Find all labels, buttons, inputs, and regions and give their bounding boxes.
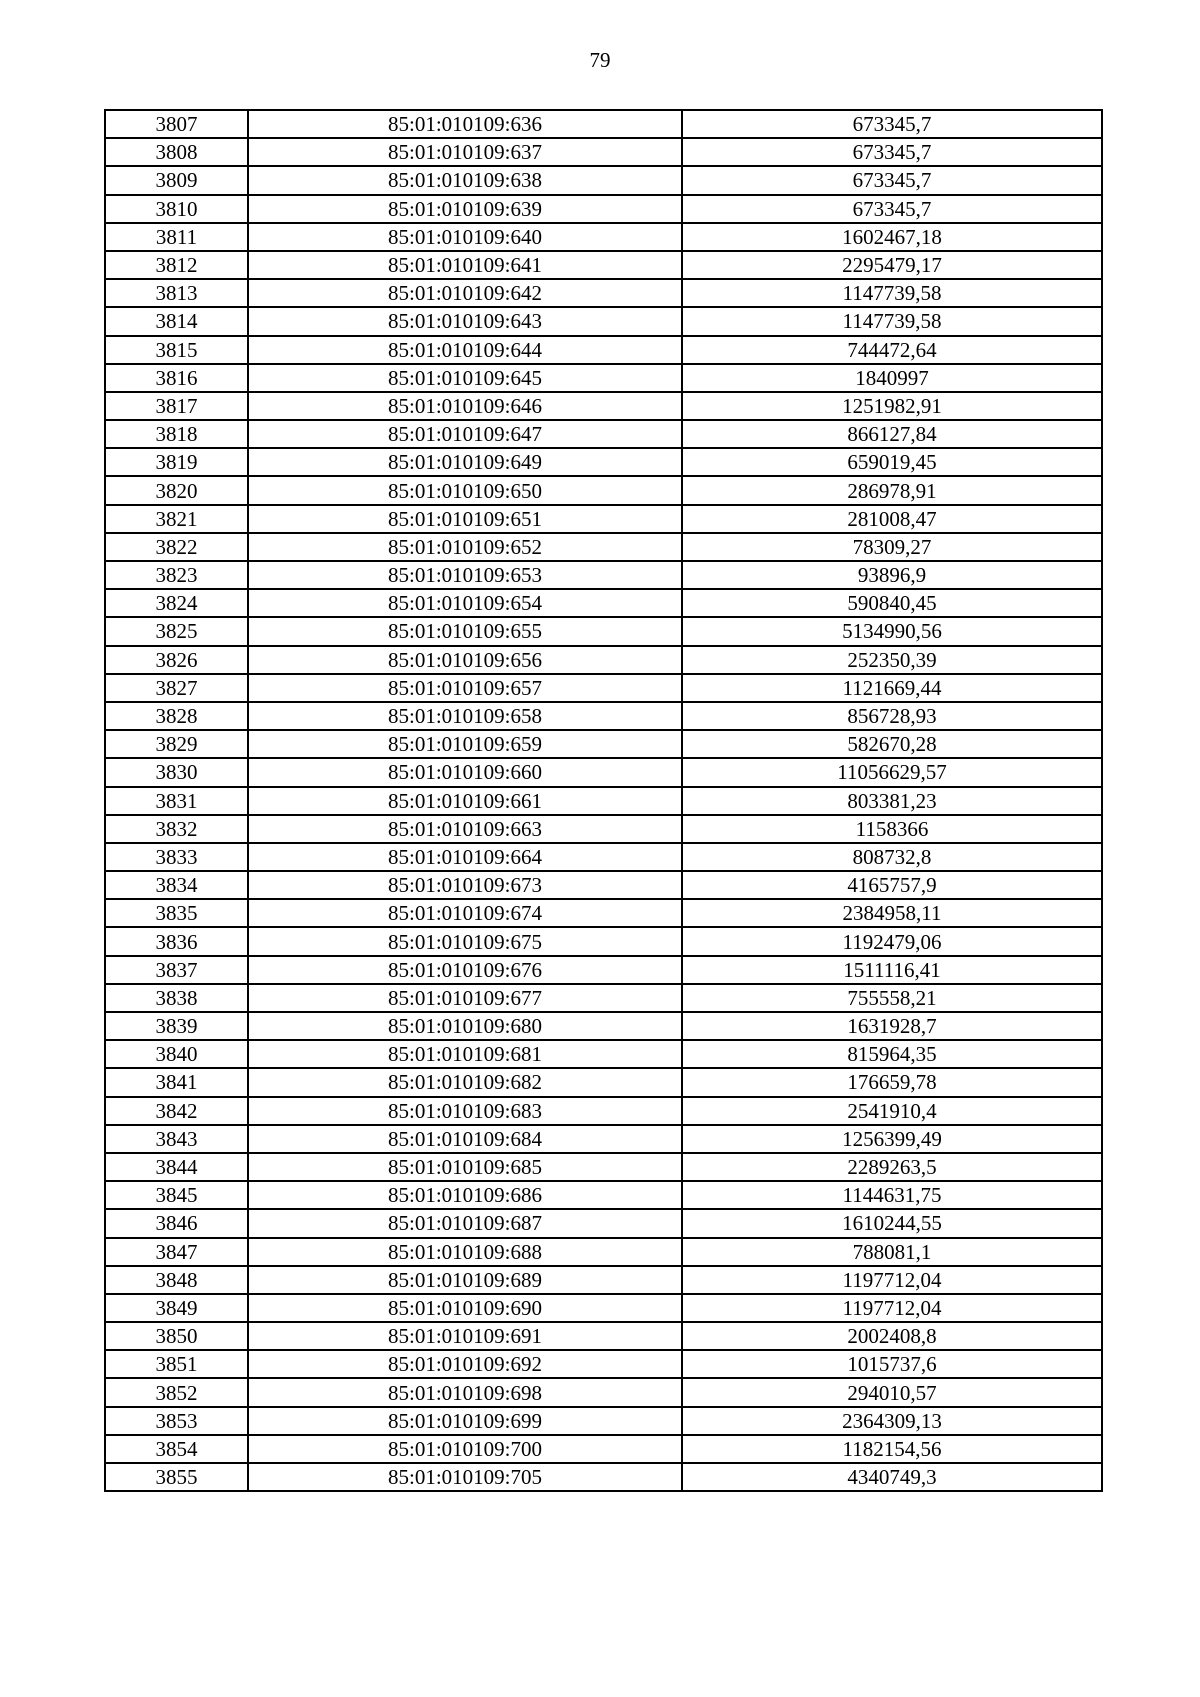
table-row	[105, 392, 1102, 420]
cadastral-number-cell: 85:01:010109:676	[248, 956, 682, 984]
cadastral-number-cell: 85:01:010109:644	[248, 336, 682, 364]
table-row	[105, 1068, 1102, 1096]
value-cell: 1197712,04	[682, 1294, 1102, 1322]
table-row	[105, 561, 1102, 589]
row-number-cell: 3816	[105, 364, 248, 392]
cadastral-number-cell: 85:01:010109:646	[248, 392, 682, 420]
cadastral-number-cell: 85:01:010109:674	[248, 899, 682, 927]
table-row	[105, 787, 1102, 815]
table-row	[105, 166, 1102, 194]
value-cell: 4340749,3	[682, 1463, 1102, 1491]
table-row	[105, 1040, 1102, 1068]
table-row	[105, 1294, 1102, 1322]
value-cell: 866127,84	[682, 420, 1102, 448]
cadastral-number-cell: 85:01:010109:680	[248, 1012, 682, 1040]
table-row	[105, 1378, 1102, 1406]
row-number-cell: 3826	[105, 646, 248, 674]
table-row	[105, 1463, 1102, 1491]
cadastral-number-cell: 85:01:010109:650	[248, 476, 682, 504]
table-row	[105, 223, 1102, 251]
cadastral-number-cell: 85:01:010109:639	[248, 195, 682, 223]
table-row	[105, 336, 1102, 364]
table-row	[105, 1181, 1102, 1209]
table-row	[105, 1097, 1102, 1125]
table-row	[105, 1153, 1102, 1181]
table-row	[105, 956, 1102, 984]
value-cell: 294010,57	[682, 1378, 1102, 1406]
table-row	[105, 195, 1102, 223]
cadastral-number-cell: 85:01:010109:698	[248, 1378, 682, 1406]
cadastral-number-cell: 85:01:010109:653	[248, 561, 682, 589]
row-number-cell: 3829	[105, 730, 248, 758]
cadastral-number-cell: 85:01:010109:655	[248, 617, 682, 645]
value-cell: 11056629,57	[682, 758, 1102, 786]
value-cell: 1192479,06	[682, 927, 1102, 955]
value-cell: 1631928,7	[682, 1012, 1102, 1040]
cadastral-number-cell: 85:01:010109:663	[248, 815, 682, 843]
value-cell: 4165757,9	[682, 871, 1102, 899]
row-number-cell: 3837	[105, 956, 248, 984]
table-row	[105, 476, 1102, 504]
cadastral-number-cell: 85:01:010109:661	[248, 787, 682, 815]
table-row	[105, 815, 1102, 843]
row-number-cell: 3808	[105, 138, 248, 166]
value-cell: 1015737,6	[682, 1350, 1102, 1378]
row-number-cell: 3855	[105, 1463, 248, 1491]
cadastral-number-cell: 85:01:010109:636	[248, 110, 682, 138]
value-cell: 1147739,58	[682, 307, 1102, 335]
table-row	[105, 730, 1102, 758]
cadastral-number-cell: 85:01:010109:681	[248, 1040, 682, 1068]
row-number-cell: 3831	[105, 787, 248, 815]
row-number-cell: 3818	[105, 420, 248, 448]
row-number-cell: 3828	[105, 702, 248, 730]
row-number-cell: 3823	[105, 561, 248, 589]
value-cell: 93896,9	[682, 561, 1102, 589]
value-cell: 1182154,56	[682, 1435, 1102, 1463]
row-number-cell: 3810	[105, 195, 248, 223]
row-number-cell: 3820	[105, 476, 248, 504]
row-number-cell: 3819	[105, 448, 248, 476]
row-number-cell: 3824	[105, 589, 248, 617]
cadastral-number-cell: 85:01:010109:664	[248, 843, 682, 871]
row-number-cell: 3841	[105, 1068, 248, 1096]
cadastral-number-cell: 85:01:010109:656	[248, 646, 682, 674]
cadastral-number-cell: 85:01:010109:638	[248, 166, 682, 194]
cadastral-number-cell: 85:01:010109:689	[248, 1266, 682, 1294]
cadastral-number-cell: 85:01:010109:684	[248, 1125, 682, 1153]
value-cell: 1610244,55	[682, 1209, 1102, 1237]
cadastral-number-cell: 85:01:010109:640	[248, 223, 682, 251]
cadastral-number-cell: 85:01:010109:692	[248, 1350, 682, 1378]
value-cell: 659019,45	[682, 448, 1102, 476]
value-cell: 1144631,75	[682, 1181, 1102, 1209]
table-row	[105, 1266, 1102, 1294]
value-cell: 281008,47	[682, 505, 1102, 533]
table-row	[105, 617, 1102, 645]
cadastral-number-cell: 85:01:010109:658	[248, 702, 682, 730]
cadastral-number-cell: 85:01:010109:652	[248, 533, 682, 561]
row-number-cell: 3849	[105, 1294, 248, 1322]
row-number-cell: 3846	[105, 1209, 248, 1237]
table-row	[105, 505, 1102, 533]
value-cell: 286978,91	[682, 476, 1102, 504]
cadastral-number-cell: 85:01:010109:647	[248, 420, 682, 448]
row-number-cell: 3825	[105, 617, 248, 645]
value-cell: 78309,27	[682, 533, 1102, 561]
row-number-cell: 3839	[105, 1012, 248, 1040]
cadastral-number-cell: 85:01:010109:687	[248, 1209, 682, 1237]
row-number-cell: 3853	[105, 1407, 248, 1435]
value-cell: 1602467,18	[682, 223, 1102, 251]
row-number-cell: 3844	[105, 1153, 248, 1181]
cadastral-number-cell: 85:01:010109:700	[248, 1435, 682, 1463]
value-cell: 755558,21	[682, 984, 1102, 1012]
table-row	[105, 110, 1102, 138]
registry-table	[104, 109, 1103, 1492]
row-number-cell: 3850	[105, 1322, 248, 1350]
row-number-cell: 3854	[105, 1435, 248, 1463]
cadastral-number-cell: 85:01:010109:682	[248, 1068, 682, 1096]
cadastral-number-cell: 85:01:010109:657	[248, 674, 682, 702]
cadastral-number-cell: 85:01:010109:673	[248, 871, 682, 899]
value-cell: 788081,1	[682, 1238, 1102, 1266]
value-cell: 673345,7	[682, 166, 1102, 194]
value-cell: 2541910,4	[682, 1097, 1102, 1125]
value-cell: 673345,7	[682, 110, 1102, 138]
value-cell: 176659,78	[682, 1068, 1102, 1096]
row-number-cell: 3812	[105, 251, 248, 279]
value-cell: 5134990,56	[682, 617, 1102, 645]
table-row	[105, 1350, 1102, 1378]
cadastral-number-cell: 85:01:010109:651	[248, 505, 682, 533]
row-number-cell: 3811	[105, 223, 248, 251]
value-cell: 582670,28	[682, 730, 1102, 758]
cadastral-number-cell: 85:01:010109:686	[248, 1181, 682, 1209]
row-number-cell: 3848	[105, 1266, 248, 1294]
table-row	[105, 871, 1102, 899]
value-cell: 2364309,13	[682, 1407, 1102, 1435]
table-row	[105, 279, 1102, 307]
cadastral-number-cell: 85:01:010109:683	[248, 1097, 682, 1125]
value-cell: 1147739,58	[682, 279, 1102, 307]
table-row	[105, 1407, 1102, 1435]
table-row	[105, 251, 1102, 279]
row-number-cell: 3836	[105, 927, 248, 955]
row-number-cell: 3833	[105, 843, 248, 871]
value-cell: 1840997	[682, 364, 1102, 392]
cadastral-number-cell: 85:01:010109:645	[248, 364, 682, 392]
cadastral-number-cell: 85:01:010109:659	[248, 730, 682, 758]
row-number-cell: 3835	[105, 899, 248, 927]
cadastral-number-cell: 85:01:010109:677	[248, 984, 682, 1012]
cadastral-number-cell: 85:01:010109:688	[248, 1238, 682, 1266]
row-number-cell: 3814	[105, 307, 248, 335]
table-row	[105, 1209, 1102, 1237]
row-number-cell: 3822	[105, 533, 248, 561]
row-number-cell: 3817	[105, 392, 248, 420]
cadastral-number-cell: 85:01:010109:649	[248, 448, 682, 476]
cadastral-number-cell: 85:01:010109:654	[248, 589, 682, 617]
table-row	[105, 702, 1102, 730]
table-row	[105, 927, 1102, 955]
table-row	[105, 138, 1102, 166]
cadastral-number-cell: 85:01:010109:705	[248, 1463, 682, 1491]
row-number-cell: 3852	[105, 1378, 248, 1406]
cadastral-number-cell: 85:01:010109:637	[248, 138, 682, 166]
value-cell: 2295479,17	[682, 251, 1102, 279]
table-row	[105, 984, 1102, 1012]
table-row	[105, 899, 1102, 927]
value-cell: 1511116,41	[682, 956, 1102, 984]
row-number-cell: 3847	[105, 1238, 248, 1266]
table-row	[105, 1435, 1102, 1463]
row-number-cell: 3851	[105, 1350, 248, 1378]
table-row	[105, 448, 1102, 476]
row-number-cell: 3840	[105, 1040, 248, 1068]
cadastral-number-cell: 85:01:010109:690	[248, 1294, 682, 1322]
table-row	[105, 843, 1102, 871]
value-cell: 2002408,8	[682, 1322, 1102, 1350]
row-number-cell: 3843	[105, 1125, 248, 1153]
row-number-cell: 3845	[105, 1181, 248, 1209]
table-row	[105, 1322, 1102, 1350]
row-number-cell: 3830	[105, 758, 248, 786]
table-row	[105, 420, 1102, 448]
table-row	[105, 533, 1102, 561]
cadastral-number-cell: 85:01:010109:675	[248, 927, 682, 955]
table-row	[105, 307, 1102, 335]
row-number-cell: 3834	[105, 871, 248, 899]
page-number: 79	[589, 48, 611, 72]
value-cell: 815964,35	[682, 1040, 1102, 1068]
registry-table-body	[105, 110, 1102, 1491]
cadastral-number-cell: 85:01:010109:642	[248, 279, 682, 307]
table-row	[105, 674, 1102, 702]
row-number-cell: 3809	[105, 166, 248, 194]
table-row	[105, 364, 1102, 392]
value-cell: 673345,7	[682, 138, 1102, 166]
value-cell: 1197712,04	[682, 1266, 1102, 1294]
row-number-cell: 3813	[105, 279, 248, 307]
value-cell: 1121669,44	[682, 674, 1102, 702]
table-row	[105, 1238, 1102, 1266]
value-cell: 590840,45	[682, 589, 1102, 617]
value-cell: 1251982,91	[682, 392, 1102, 420]
table-row	[105, 1012, 1102, 1040]
value-cell: 2289263,5	[682, 1153, 1102, 1181]
value-cell: 2384958,11	[682, 899, 1102, 927]
cadastral-number-cell: 85:01:010109:685	[248, 1153, 682, 1181]
row-number-cell: 3815	[105, 336, 248, 364]
value-cell: 856728,93	[682, 702, 1102, 730]
value-cell: 673345,7	[682, 195, 1102, 223]
table-row	[105, 646, 1102, 674]
value-cell: 744472,64	[682, 336, 1102, 364]
cadastral-number-cell: 85:01:010109:643	[248, 307, 682, 335]
row-number-cell: 3842	[105, 1097, 248, 1125]
value-cell: 803381,23	[682, 787, 1102, 815]
row-number-cell: 3821	[105, 505, 248, 533]
cadastral-number-cell: 85:01:010109:660	[248, 758, 682, 786]
value-cell: 1256399,49	[682, 1125, 1102, 1153]
table-row	[105, 758, 1102, 786]
table-row	[105, 1125, 1102, 1153]
value-cell: 1158366	[682, 815, 1102, 843]
table-row	[105, 589, 1102, 617]
row-number-cell: 3838	[105, 984, 248, 1012]
row-number-cell: 3807	[105, 110, 248, 138]
cadastral-number-cell: 85:01:010109:699	[248, 1407, 682, 1435]
value-cell: 808732,8	[682, 843, 1102, 871]
row-number-cell: 3827	[105, 674, 248, 702]
row-number-cell: 3832	[105, 815, 248, 843]
value-cell: 252350,39	[682, 646, 1102, 674]
cadastral-number-cell: 85:01:010109:691	[248, 1322, 682, 1350]
cadastral-number-cell: 85:01:010109:641	[248, 251, 682, 279]
